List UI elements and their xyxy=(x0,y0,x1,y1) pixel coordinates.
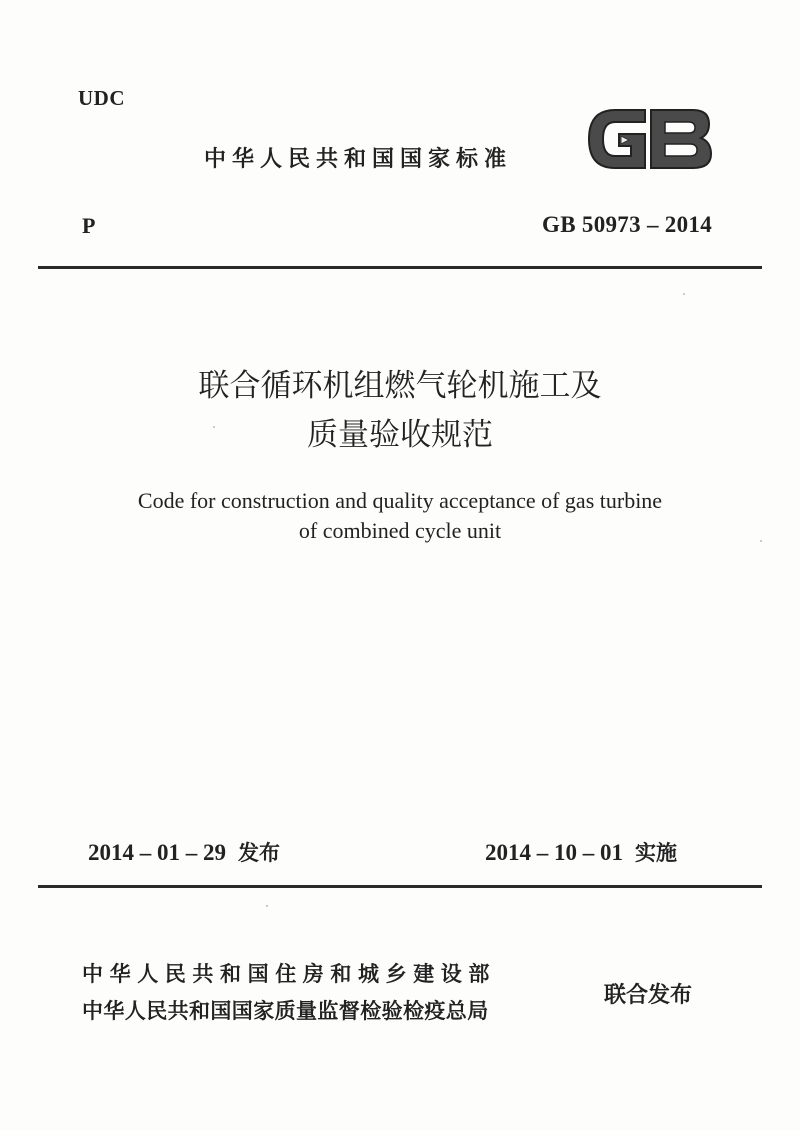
top-divider xyxy=(38,266,762,269)
national-standard-heading: 中华人民共和国国家标准 xyxy=(204,147,513,172)
title-en-line2: of combined cycle unit xyxy=(298,518,502,543)
joint-issue-label: 联合发布 xyxy=(604,983,693,1008)
scan-speck xyxy=(760,540,762,542)
scan-speck xyxy=(213,426,215,428)
issue-date xyxy=(88,837,280,867)
gb-logo-icon xyxy=(585,106,715,172)
issue-label: 发布 xyxy=(238,841,280,865)
issuer-ministry-housing: 中华人民共和国住房和城乡建设部 xyxy=(82,962,496,986)
title-cn-line2: 质量验收规范 xyxy=(307,417,493,453)
implement-label: 实施 xyxy=(635,841,677,865)
udc-label: UDC xyxy=(78,86,125,110)
category-code: P xyxy=(82,213,96,238)
scan-speck xyxy=(266,905,268,907)
implement-date xyxy=(485,837,677,867)
implement-date-value: 2014 – 10 – 01 xyxy=(485,840,623,865)
issue-date-value: 2014 – 01 – 29 xyxy=(88,840,226,865)
title-cn-line1: 联合循环机组燃气轮机施工及 xyxy=(198,368,602,404)
issuer-aqsiq: 中华人民共和国国家质量监督检验检疫总局 xyxy=(82,999,489,1023)
title-en-line1: Code for construction and quality acceptance of gas turbine xyxy=(137,488,663,513)
bottom-divider xyxy=(38,885,762,888)
standard-number: GB 50973 – 2014 xyxy=(542,212,712,237)
scan-speck xyxy=(683,293,685,295)
